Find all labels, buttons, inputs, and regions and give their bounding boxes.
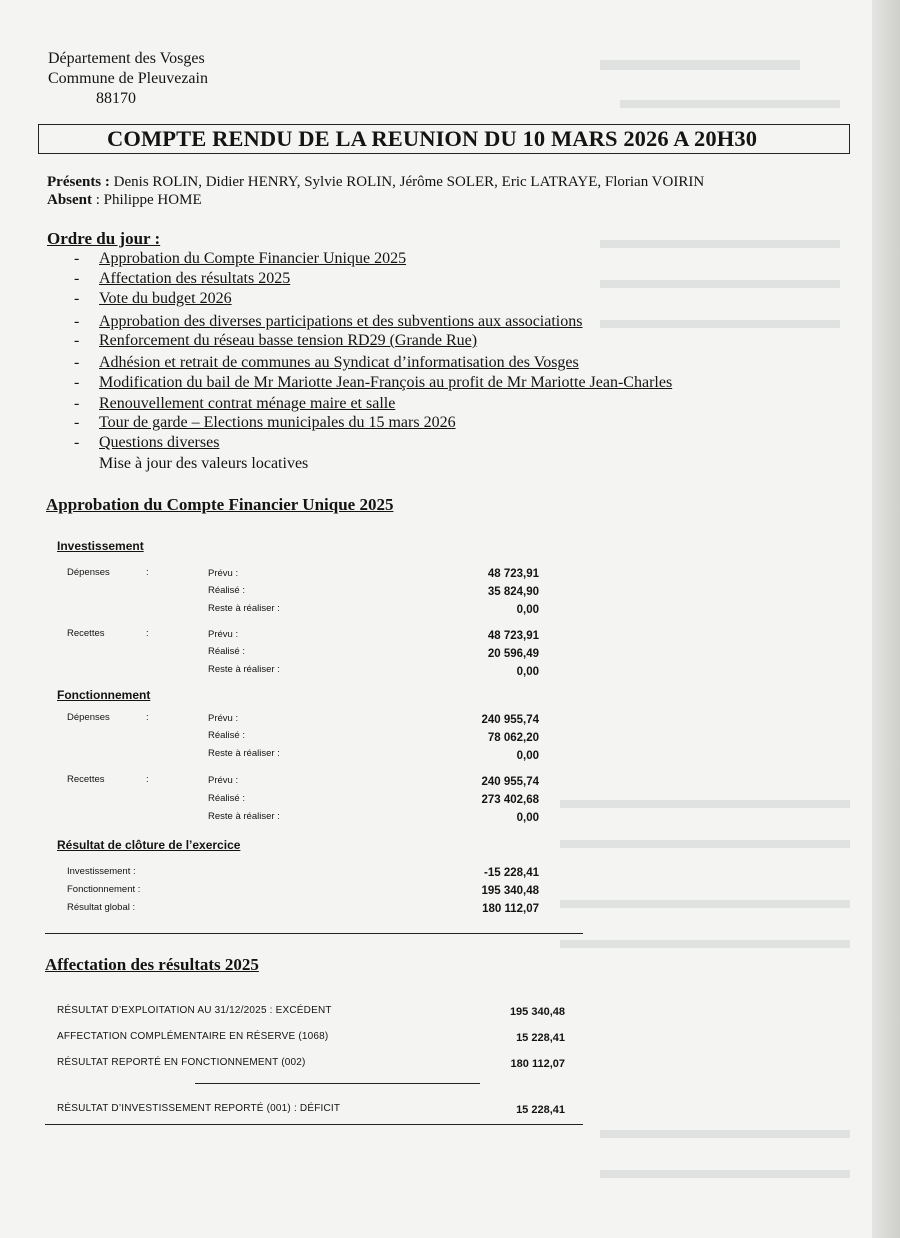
reste-label: Reste à réaliser : [208,748,280,759]
inv-recettes-realise: 20 596,49 [487,648,539,660]
realise-label: Réalisé : [208,730,245,741]
inv-recettes-reste: 0,00 [516,666,539,678]
colon: : [146,628,149,639]
colon: : [146,774,149,785]
fonct-recettes-realise: 273 402,68 [481,794,539,806]
affectation-row-value: 15 228,41 [516,1032,565,1044]
reste-label: Reste à réaliser : [208,603,280,614]
prevu-label: Prévu : [208,629,239,640]
cloture-global-label: Résultat global : [67,902,136,913]
present-names: Denis ROLIN, Didier HENRY, Sylvie ROLIN, Jérôme SOLER, Eric LATRAYE, Florian VOIRIN [113,174,705,190]
realise-label: Réalisé : [208,646,245,657]
fonct-depenses-reste: 0,00 [516,750,539,762]
colon: : [146,712,149,723]
fonctionnement-title: Fonctionnement [57,688,151,702]
reste-label: Reste à réaliser : [208,664,280,675]
absent-names: : Philippe HOME [95,192,202,208]
agenda-item-label: Affectation des résultats 2025 [99,270,291,287]
fonct-depenses-label: Dépenses [67,712,110,723]
affectation-row-value: 180 112,07 [510,1058,565,1070]
commune: Commune de Pleuvezain [48,70,208,87]
agenda-item-label: Renforcement du réseau basse tension RD29 (Grande Rue) [99,332,478,349]
prevu-label: Prévu : [208,568,239,579]
cloture-investissement: -15 228,41 [484,867,539,879]
absent-label: Absent [47,192,93,208]
agenda-item-label: Approbation du Compte Financier Unique 2025 [99,250,407,267]
affectation-title: Affectation des résultats 2025 [45,955,259,974]
affectation-row-label: AFFECTATION COMPLÉMENTAIRE EN RÉSERVE (1068) [57,1031,329,1042]
realise-label: Réalisé : [208,585,245,596]
agenda-item-label: Modification du bail de Mr Mariotte Jean-François au profit de Mr Mariotte Jean-Charles [99,374,673,391]
cloture-fonctionnement-label: Fonctionnement : [67,884,141,895]
cloture-investissement-label: Investissement : [67,866,136,877]
page-title: COMPTE RENDU DE LA REUNION DU 10 MARS 2026 A 20H30 [107,126,758,151]
cloture-global: 180 112,07 [482,903,539,915]
present-label: Présents : [47,174,110,190]
cloture-title: Résultat de clôture de l’exercice [57,838,241,852]
agenda-item-label: Tour de garde – Elections municipales du 15 mars 2026 [99,414,456,431]
agenda-item-extra: Mise à jour des valeurs locatives [99,455,309,472]
realise-label: Réalisé : [208,793,245,804]
inv-recettes-label: Recettes [67,628,105,639]
agenda-item-label: Adhésion et retrait de communes au Syndicat d’informatisation des Vosges [99,354,579,371]
divider [45,1124,583,1125]
prevu-label: Prévu : [208,713,239,724]
affectation-row-label: RÉSULTAT D’INVESTISSEMENT REPORTÉ (001) : DÉFICIT [57,1103,341,1114]
department: Département des Vosges [48,50,205,67]
reste-label: Reste à réaliser : [208,811,280,822]
absent-line [47,191,202,209]
divider [195,1083,480,1084]
agenda-title: Ordre du jour : [47,229,161,248]
fonct-recettes-prevu: 240 955,74 [481,776,539,788]
agenda-item-label: Approbation des diverses participations et des subventions aux associations [99,313,583,330]
fonct-depenses-prevu: 240 955,74 [481,714,539,726]
colon: : [146,567,149,578]
present-line [47,173,704,191]
inv-depenses-prevu: 48 723,91 [487,568,539,580]
agenda-item-label: Vote du budget 2026 [99,290,232,307]
affectation-row-label: RÉSULTAT D’EXPLOITATION AU 31/12/2025 : EXCÉDENT [57,1005,332,1016]
cfu-title: Approbation du Compte Financier Unique 2025 [46,495,394,514]
agenda-item-label: Questions diverses [99,434,220,451]
affectation-row-value: 15 228,41 [516,1104,565,1116]
inv-depenses-label: Dépenses [67,567,110,578]
cloture-fonctionnement: 195 340,48 [481,885,539,897]
postcode: 88170 [96,90,136,107]
title-box [38,124,850,154]
fonct-depenses-realise: 78 062,20 [487,732,539,744]
fonct-recettes-reste: 0,00 [516,812,539,824]
agenda-item-label: Renouvellement contrat ménage maire et salle [99,395,396,412]
fonct-recettes-label: Recettes [67,774,105,785]
affectation-row-value: 195 340,48 [509,1006,565,1018]
inv-depenses-realise: 35 824,90 [487,586,539,598]
prevu-label: Prévu : [208,775,239,786]
page-edge [872,0,900,1238]
investissement-title: Investissement [57,539,144,553]
affectation-row-label: RÉSULTAT REPORTÉ EN FONCTIONNEMENT (002) [57,1057,306,1068]
inv-recettes-prevu: 48 723,91 [487,630,539,642]
divider [45,933,583,934]
inv-depenses-reste: 0,00 [516,604,539,616]
